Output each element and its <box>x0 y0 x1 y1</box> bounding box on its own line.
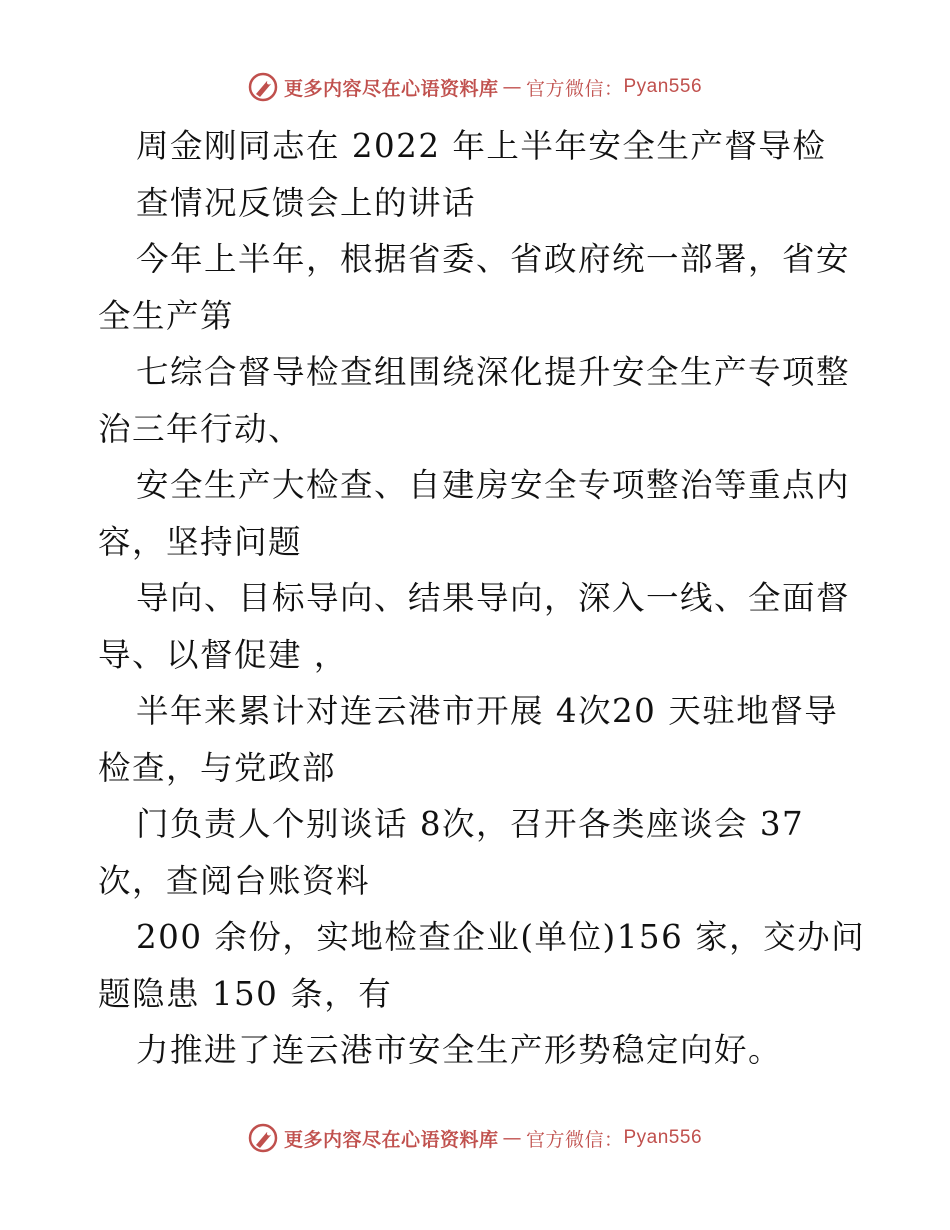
pen-nib-circle-icon <box>248 72 278 102</box>
paragraph-line: 七综合督导检查组围绕深化提升安全生产专项整 <box>136 353 851 391</box>
paragraph-line: 检查，与党政部 <box>98 748 337 787</box>
paragraph-line: 力推进了连云港市安全生产形势稳定向好。 <box>136 1031 783 1069</box>
paragraph-line: 安全生产大检查、自建房安全专项整治等重点内 <box>136 466 851 504</box>
paragraph-line: 治三年行动、 <box>98 409 303 448</box>
document-title-line: 查情况反馈会上的讲话 <box>136 183 477 222</box>
paragraph-line: 全生产第 <box>98 296 235 335</box>
pen-nib-circle-icon <box>248 1123 278 1153</box>
watermark-account: Pyan556 <box>623 1127 703 1148</box>
header-watermark <box>0 72 950 102</box>
document-title-line: 周金刚同志在 2022 年上半年安全生产督导检 <box>136 127 827 165</box>
watermark-site-name: 更多内容尽在心语资料库 <box>283 77 499 100</box>
watermark-site-name: 更多内容尽在心语资料库 <box>283 1128 499 1151</box>
paragraph-line: 今年上半年，根据省委、省政府统一部署，省安 <box>136 240 851 278</box>
watermark-dash: — <box>502 76 522 98</box>
watermark-label: 官方微信： <box>525 77 624 100</box>
footer-watermark <box>0 1123 950 1153</box>
paragraph-line: 半年来累计对连云港市开展 4次20 天驻地督导 <box>136 692 839 730</box>
watermark-account: Pyan556 <box>623 76 703 97</box>
watermark-label: 官方微信： <box>525 1128 624 1151</box>
paragraph-line: 门负责人个别谈话 8次，召开各类座谈会 37 <box>136 805 805 843</box>
paragraph-line: 容，坚持问题 <box>98 522 303 561</box>
paragraph-line: 题隐患 150 条，有 <box>98 974 393 1013</box>
paragraph-line: 200 余份，实地检查企业(单位)156 家，交办问 <box>136 918 866 956</box>
document-body <box>98 118 866 1079</box>
paragraph-line: 导向、目标导向、结果导向，深入一线、全面督 <box>136 579 851 617</box>
paragraph-line: 次，查阅台账资料 <box>98 861 371 900</box>
watermark-dash: — <box>502 1127 522 1149</box>
paragraph-line: 导、以督促建 ， <box>98 635 348 674</box>
